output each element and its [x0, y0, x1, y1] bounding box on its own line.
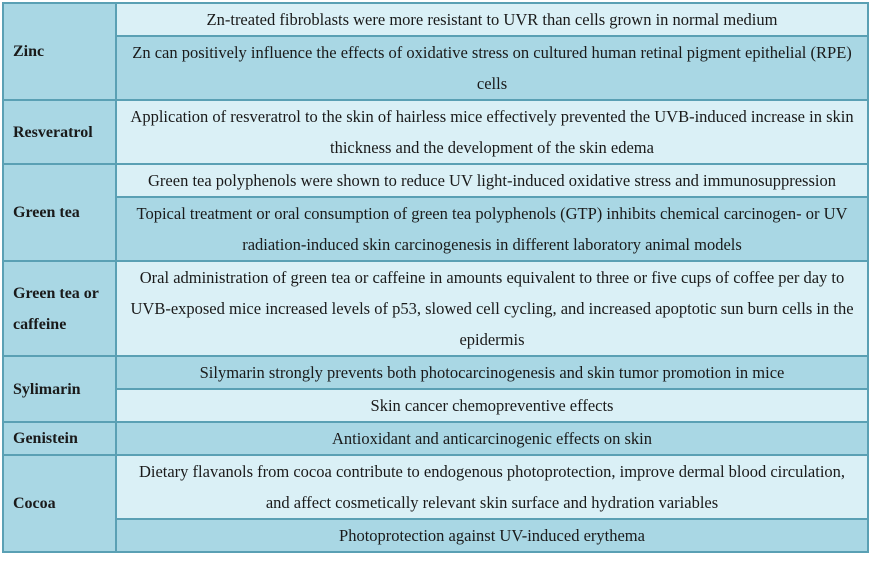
table-row: [3, 389, 868, 422]
table-row: [3, 3, 868, 36]
effect-cell: Oral administration of green tea or caffeine in amounts equivalent to three or five cups of coffee per day to UVB-exposed mice increased levels of p53, slowed cell cycling, and increased apoptotic sun burn cells in the epidermis: [116, 261, 868, 356]
photoprotection-table: [2, 2, 869, 553]
effect-cell: Zn-treated fibroblasts were more resistant to UVR than cells grown in normal medium: [116, 3, 868, 36]
agent-cell-cocoa: Cocoa: [3, 455, 116, 552]
effect-cell: Zn can positively influence the effects of oxidative stress on cultured human retinal pigment epithelial (RPE) cells: [116, 36, 868, 100]
agent-cell-green-tea: Green tea: [3, 164, 116, 261]
agent-cell-green-tea-or-caffeine: Green tea or caffeine: [3, 261, 116, 356]
table-row: [3, 197, 868, 261]
effect-cell: Silymarin strongly prevents both photocarcinogenesis and skin tumor promotion in mice: [116, 356, 868, 389]
table-row: [3, 100, 868, 164]
table-row: [3, 164, 868, 197]
table-row: [3, 422, 868, 455]
effect-cell: Antioxidant and anticarcinogenic effects on skin: [116, 422, 868, 455]
agent-cell-resveratrol: Resveratrol: [3, 100, 116, 164]
table-row: [3, 356, 868, 389]
effect-cell: Topical treatment or oral consumption of green tea polyphenols (GTP) inhibits chemical carcinogen- or UV radiation-induced skin carcinogenesis in different laboratory animal models: [116, 197, 868, 261]
effect-cell: Application of resveratrol to the skin of hairless mice effectively prevented the UVB-induced increase in skin thickness and the development of the skin edema: [116, 100, 868, 164]
agent-cell-genistein: Genistein: [3, 422, 116, 455]
table-row: [3, 36, 868, 100]
agent-cell-zinc: Zinc: [3, 3, 116, 100]
effect-cell: Skin cancer chemopreventive effects: [116, 389, 868, 422]
agent-cell-sylimarin: Sylimarin: [3, 356, 116, 422]
table-row: [3, 455, 868, 519]
table-row: [3, 261, 868, 356]
effect-cell: Green tea polyphenols were shown to reduce UV light-induced oxidative stress and immunosuppression: [116, 164, 868, 197]
effect-cell: Photoprotection against UV-induced erythema: [116, 519, 868, 552]
table-row: [3, 519, 868, 552]
effect-cell: Dietary flavanols from cocoa contribute to endogenous photoprotection, improve dermal blood circulation, and affect cosmetically relevant skin surface and hydration variables: [116, 455, 868, 519]
